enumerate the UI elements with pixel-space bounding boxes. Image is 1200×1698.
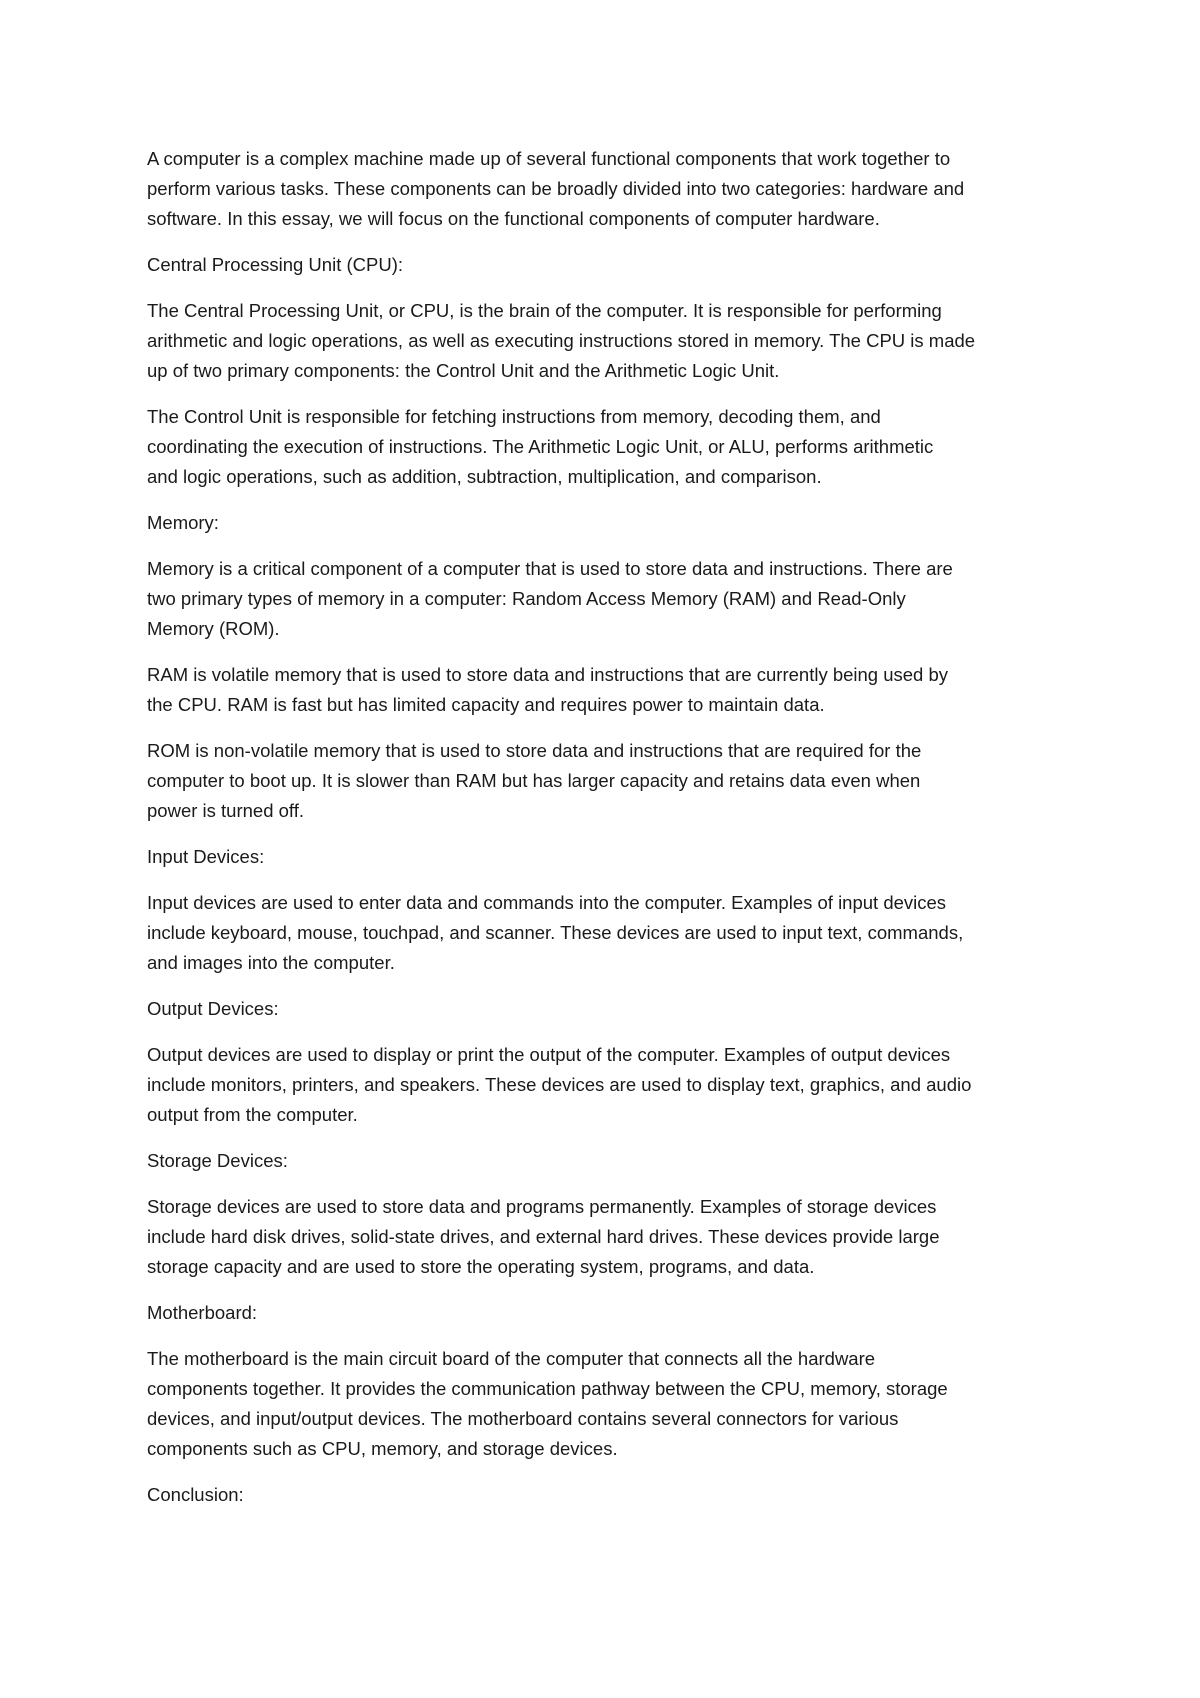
storage-devices-paragraph: Storage devices are used to store data and programs permanently. Examples of storage devices include hard disk drives, solid-state drives, and external hard drives. These devices provide large storage capacity and are used to store the operating system, programs, and data. xyxy=(147,1196,940,1277)
memory-paragraph-1: Memory is a critical component of a computer that is used to store data and instructions. There are two primary types of memory in a computer: Random Access Memory (RAM) and Read-Only Memory (ROM). xyxy=(147,558,953,639)
input-devices-paragraph: Input devices are used to enter data and commands into the computer. Examples of input devices include keyboard, mouse, touchpad, and scanner. These devices are used to input text, commands, and images into the computer. xyxy=(147,892,964,973)
cpu-heading: Central Processing Unit (CPU): xyxy=(147,254,403,275)
intro-paragraph: A computer is a complex machine made up of several functional components that work together to perform various tasks. These components can be broadly divided into two categories: hardware and software. In this essay, we will focus on the functional components of computer hardware. xyxy=(147,148,965,229)
cpu-paragraph-2: The Control Unit is responsible for fetching instructions from memory, decoding them, and coordinating the execution of instructions. The Arithmetic Logic Unit, or ALU, performs arithmetic and logic operations, such as addition, subtraction, multiplication, and comparison. xyxy=(147,406,934,487)
document-body xyxy=(147,144,1067,1526)
motherboard-paragraph: The motherboard is the main circuit board of the computer that connects all the hardware components together. It provides the communication pathway between the CPU, memory, storage devices, and input/output devices. The motherboard contains several connectors for various components such as CPU, memory, and storage devices. xyxy=(147,1348,948,1459)
memory-paragraph-3: ROM is non-volatile memory that is used to store data and instructions that are required for the computer to boot up. It is slower than RAM but has larger capacity and retains data even when power is turned off. xyxy=(147,740,922,821)
output-devices-heading: Output Devices: xyxy=(147,998,279,1019)
storage-devices-heading: Storage Devices: xyxy=(147,1150,288,1171)
output-devices-paragraph: Output devices are used to display or print the output of the computer. Examples of output devices include monitors, printers, and speakers. These devices are used to display text, graphics, and audio output from the computer. xyxy=(147,1044,972,1125)
motherboard-heading: Motherboard: xyxy=(147,1302,258,1323)
memory-heading: Memory: xyxy=(147,512,219,533)
memory-paragraph-2: RAM is volatile memory that is used to store data and instructions that are currently being used by the CPU. RAM is fast but has limited capacity and requires power to maintain data. xyxy=(147,664,949,715)
cpu-paragraph-1: The Central Processing Unit, or CPU, is the brain of the computer. It is responsible for performing arithmetic and logic operations, as well as executing instructions stored in memory. The CPU is made up of two primary components: the Control Unit and the Arithmetic Logic Unit. xyxy=(147,300,976,381)
input-devices-heading: Input Devices: xyxy=(147,846,265,867)
conclusion-heading: Conclusion: xyxy=(147,1484,244,1505)
